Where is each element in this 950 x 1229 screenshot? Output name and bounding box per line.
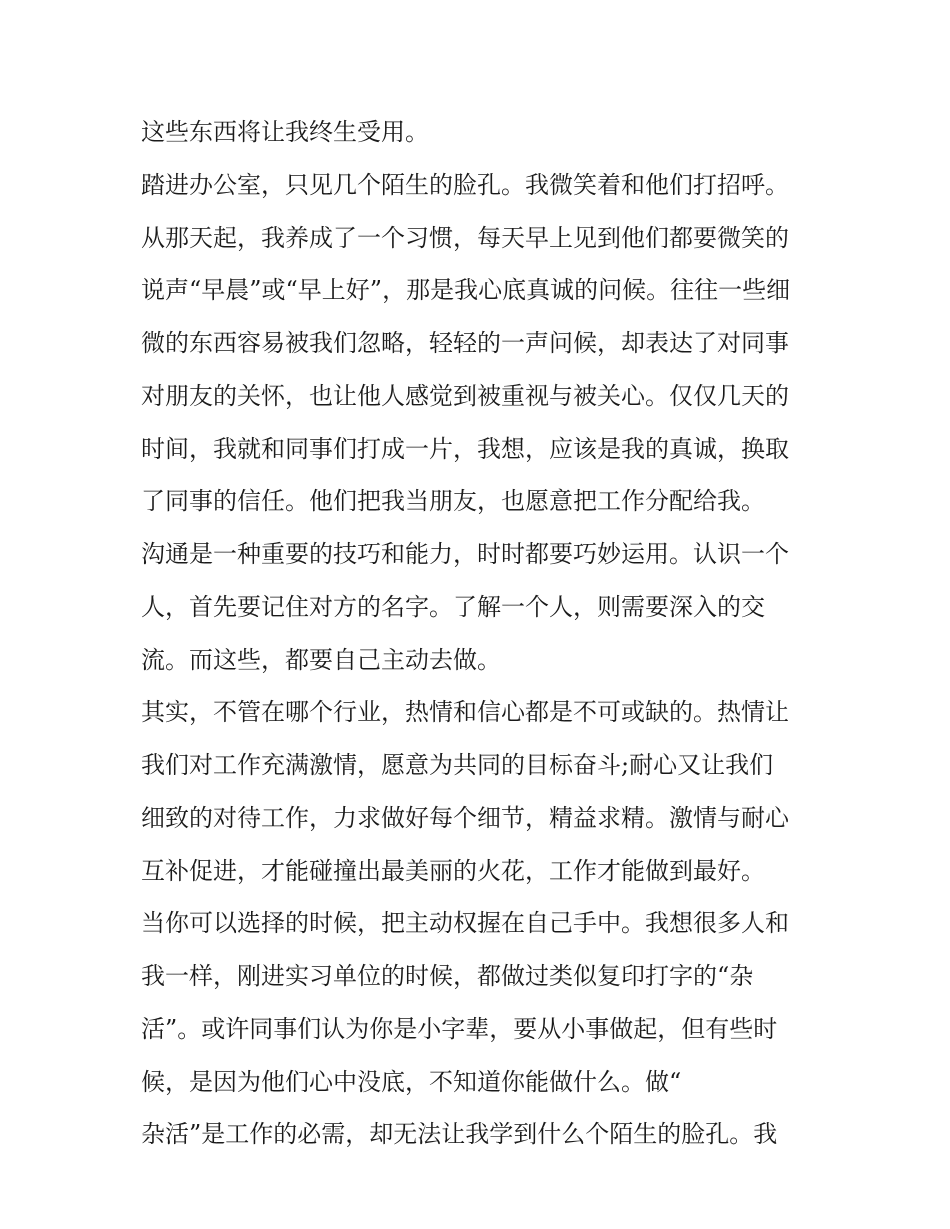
text-line: 当你可以选择的时候，把主动权握在自己手中。我想很多人和 — [141, 909, 789, 938]
text-line: 了同事的信任。他们把我当朋友，也愿意把工作分配给我。 — [141, 487, 765, 516]
text-line: 对朋友的关怀，也让他人感觉到被重视与被关心。仅仅几天的 — [141, 381, 789, 410]
text-line: 时间，我就和同事们打成一片，我想，应该是我的真诚，换取 — [141, 434, 789, 463]
text-line: 我们对工作充满激情，愿意为共同的目标奋斗;耐心又让我们 — [141, 751, 774, 779]
document-body — [141, 106, 821, 1161]
text-line: 流。而这些，都要自己主动去做。 — [141, 645, 501, 674]
text-line: 互补促进，才能碰撞出最美丽的火花，工作才能做到最好。 — [141, 856, 765, 885]
text-line: 我一样，刚进实习单位的时候，都做过类似复印打字的“杂 — [141, 962, 754, 990]
text-line: 活”。或许同事们认为你是小字辈，要从小事做起，但有些时 — [141, 1014, 778, 1043]
text-line: 杂活”是工作的必需，却无法让我学到什么个陌生的脸孔。我 — [141, 1120, 778, 1149]
text-line: 这些东西将让我终生受用。 — [141, 118, 429, 146]
text-line: 踏进办公室，只见几个陌生的脸孔。我微笑着和他们打招呼。 — [141, 170, 789, 199]
text-line: 其实，不管在哪个行业，热情和信心都是不可或缺的。热情让 — [141, 698, 789, 727]
text-line: 人，首先要记住对方的名字。了解一个人，则需要深入的交 — [141, 592, 765, 621]
text-line: 微的东西容易被我们忽略，轻轻的一声问候，却表达了对同事 — [141, 329, 789, 357]
text-line: 说声“早晨”或“早上好”，那是我心底真诚的问候。往往一些细 — [141, 276, 791, 305]
text-line: 沟通是一种重要的技巧和能力，时时都要巧妙运用。认识一个 — [141, 540, 789, 568]
text-line: 候，是因为他们心中没底，不知道你能做什么。做“ — [141, 1067, 682, 1096]
text-line: 从那天起，我养成了一个习惯，每天早上见到他们都要微笑的 — [141, 223, 789, 252]
text-line: 细致的对待工作，力求做好每个细节，精益求精。激情与耐心 — [141, 803, 789, 832]
